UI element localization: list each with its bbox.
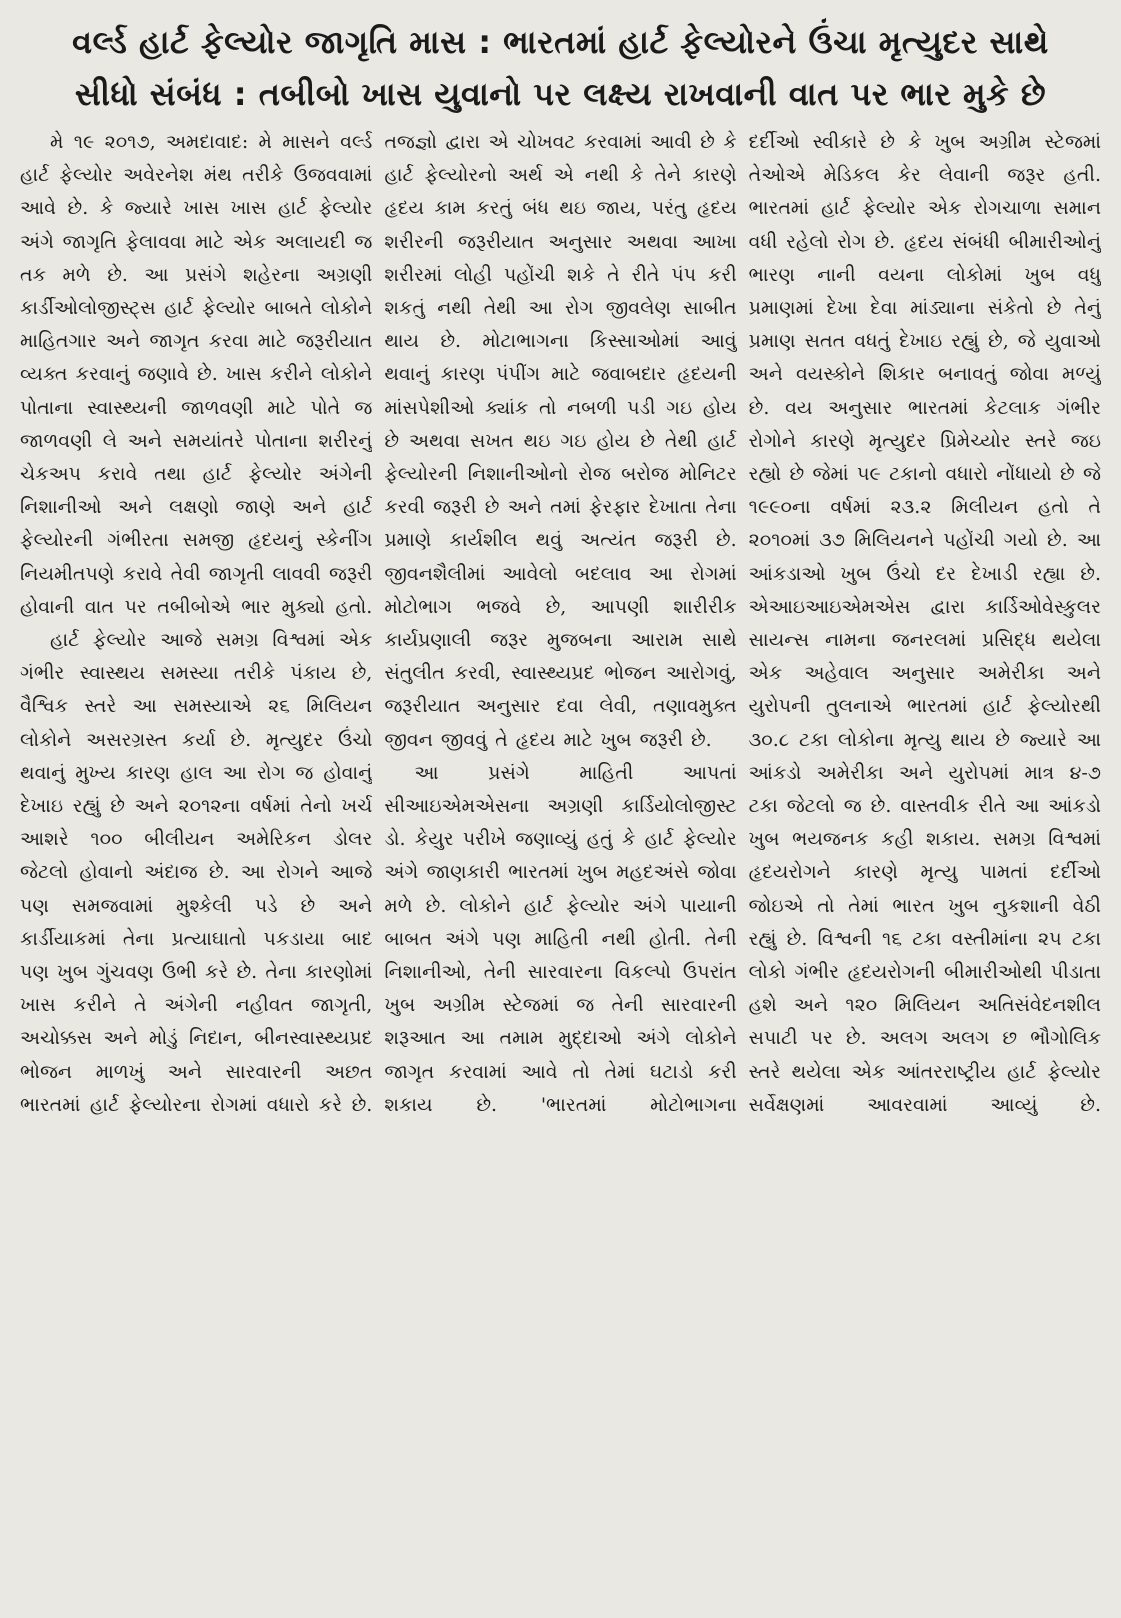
- article-column-3: [749, 126, 1101, 1122]
- article-paragraph: દર્દીઓ સ્વીકારે છે કે ખુબ અગ્રીમ સ્ટેજમાં તેઓએ મેડિકલ કેર લેવાની જરૂર હતી. ભારતમાં હાર્ટ ફેલ્યોર એક રોગચાળા સમાન વધી રહેલો રોગ છે. હૃદય સંબંધી બીમારીઓનું ભારણ નાની વયના લોકોમાં ખુબ વધુ પ્રમાણમાં દેખા દેવા માંડ્યાના સંકેતો છે તેનું પ્રમાણ સતત વધતું દેખાઇ રહ્યું છે, જે યુવાઓ અને વયસ્કોને શિકાર બનાવતું જોવા મળ્યું છે. વય અનુસાર ભારતમાં કેટલાક ગંભીર રોગોને કારણે મૃત્યુદર પ્રિમેચ્યોર સ્તરે જઇ રહ્યો છે જેમાં ૫૯ ટકાનો વધારો નોંધાયો છે જે ૧૯૯૦ના વર્ષમાં ૨૩.૨ મિલીયન હતો તે ૨૦૧૦માં ૩૭ મિલિયનને પહોંચી ગયો છે. આ આંકડાઓ ખુબ ઉંચો દર દેખાડી રહ્યા છે. એઆઇઆઇએમએસ દ્વારા કાર્ડિઓવેસ્કુલર સાયન્સ નામના જનરલમાં પ્રસિદ્ધ થયેલા એક અહેવાલ અનુસાર અમેરીકા અને યુરોપની તુલનાએ ભારતમાં હાર્ટ ફેલ્યોરથી ૩૦.૮ ટકા લોકોના મૃત્યુ થાય છે જ્યારે આ આંકડો અમેરીકા અને યુરોપમાં માત્ર ૪-૭ ટકા જેટલો જ છે. વાસ્તવીક રીતે આ આંકડો ખુબ ભયજનક કહી શકાય. સમગ્ર વિશ્વમાં હૃદયરોગને કારણે મૃત્યુ પામતાં દર્દીઓ જોઇએ તો તેમાં ભારત ખુબ નુકશાની વેઠી રહ્યું છે. વિશ્વની ૧૬ ટકા વસ્તીમાંના ૨૫ ટકા લોકો ગંભીર હૃદયરોગની બીમારીઓથી પીડાતા હશે અને ૧૨૦ મિલિયન અતિસંવેદનશીલ સપાટી પર છે. અલગ અલગ છ ભૌગોલિક સ્તરે થયેલા એક આંતરરાષ્ટ્રીય હાર્ટ ફેલ્યોર સર્વેક્ષણમાં આવરવામાં આવ્યું છે.: [748, 131, 1101, 1116]
- article-column-1: [20, 126, 372, 1122]
- headline: [20, 16, 1101, 120]
- article-paragraph: તજજ્ઞો દ્વારા એ ચોખવટ કરવામાં આવી છે કે હાર્ટ ફેલ્યોરનો અર્થ એ નથી કે તેને કારણે હૃદય કામ કરતું બંધ થઇ જાય, પરંતુ હૃદય શરીરની જરૂરીયાત અનુસાર અથવા આખા શરીરમાં લોહી પહોંચી શકે તે રીતે પંપ કરી શકતું નથી તેથી આ રોગ જીવલેણ સાબીત થાય છે. મોટાભાગના કિસ્સાઓમાં આવું થવાનું કારણ પંપીંગ માટે જવાબદાર હૃદયની માંસપેશીઓ ક્યાંક તો નબળી પડી ગઇ હોય છે અથવા સખત થઇ ગઇ હોય છે તેથી હાર્ટ ફેલ્યોરની નિશાનીઓનો રોજ બરોજ મોનિટર કરવી જરૂરી છે અને તમાં ફેરફાર દેખાતા તેના પ્રમાણે કાર્યશીલ થવું અત્યંત જરૂરી છે. જીવનશૈલીમાં આવેલો બદલાવ આ રોગમાં મોટોભાગ ભજવે છે, આપણી શારીરીક કાર્યપ્રણાલી જરૂર મુજબના આરામ સાથે સંતુલીત કરવી, સ્વાસ્થ્યપ્રદ ભોજન આરોગવું, જરૂરીયાત અનુસાર દવા લેવી, તણાવમુક્ત જીવન જીવવું તે હૃદય માટે ખુબ જરૂરી છે.: [384, 131, 737, 751]
- article-column-2: [384, 126, 736, 1122]
- article-body: [20, 126, 1101, 1122]
- headline-line-1: વર્લ્ડ હાર્ટ ફેલ્યોર જાગૃતિ માસ : ભારતમાં હાર્ટ ફેલ્યોરને ઉંચા મૃત્યુદર સાથે: [72, 23, 1049, 61]
- article-paragraph: મે ૧૯ ૨૦૧૭, અમદાવાદ: મે માસને વર્લ્ડ હાર્ટ ફેલ્યોર અવેરનેશ મંથ તરીકે ઉજવવામાં આવે છે. કે જ્યારે ખાસ ખાસ હાર્ટ ફેલ્યોર અંગે જાગૃતિ ફેલાવવા માટે એક અલાયદી જ તક મળે છે. આ પ્રસંગે શહેરના અગ્રણી કાર્ડીઓલોજીસ્ટ્સ હાર્ટ ફેલ્યોર બાબતે લોકોને માહિતગાર અને જાગૃત કરવા માટે જરૂરીયાત વ્યક્ત કરવાનું જણાવે છે. ખાસ કરીને લોકોને પોતાના સ્વાસ્થ્યની જાળવણી માટે પોતે જ જાળવણી લે અને સમયાંતરે પોતાના શરીરનું ચેકઅપ કરાવે તથા હાર્ટ ફેલ્યોર અંગેની નિશાનીઓ અને લક્ષણો જાણે અને હાર્ટ ફેલ્યોરની ગંભીરતા સમજી હૃદયનું સ્કેનીંગ નિયમીતપણે કરાવે તેવી જાગૃતી લાવવી જરૂરી હોવાની વાત પર તબીબોએ ભાર મુક્યો હતો.: [20, 131, 373, 618]
- headline-line-2: સીધો સંબંધ : તબીબો ખાસ યુવાનો પર લક્ષ્ય રાખવાની વાત પર ભાર મુકે છે: [74, 75, 1047, 113]
- article-paragraph: આ પ્રસંગે માહિતી આપતાં સીઆઇએમએસના અગ્રણી કાર્ડિયોલોજીસ્ટ ડો. કેયુર પરીખે જણાવ્યું હતું કે હાર્ટ ફેલ્યોર અંગે જાણકારી ભારતમાં ખુબ મહદઅંસે જોવા મળે છે. લોકોને હાર્ટ ફેલ્યોર અંગે પાયાની બાબત અંગે પણ માહિતી નથી હોતી. તેની નિશાનીઓ, તેની સારવારના વિકલ્પો ઉપરાંત ખુબ અગ્રીમ સ્ટેજમાં જ તેની સારવારની શરૂઆત આ તમામ મુદ્દાઓ અંગે લોકોને જાગૃત કરવામાં આવે તો તેમાં ઘટાડો કરી શકાય છે. 'ભારતમાં મોટોભાગના: [384, 761, 737, 1116]
- article-paragraph: હાર્ટ ફેલ્યોર આજે સમગ્ર વિશ્વમાં એક ગંભીર સ્વાસ્થય સમસ્યા તરીકે પંકાય છે, વૈશ્વિક સ્તરે આ સમસ્યાએ ૨૬ મિલિયન લોકોને અસરગ્રસ્ત કર્યા છે. મૃત્યુદર ઉંચો થવાનું મુખ્ય કારણ હાલ આ રોગ જ હોવાનું દેખાઇ રહ્યું છે અને ૨૦૧૨ના વર્ષમાં તેનો ખર્ચ આશરે ૧૦૦ બીલીયન અમેરિકન ડોલર જેટલો હોવાનો અંદાજ છે. આ રોગને આજે પણ સમજવામાં મુશ્કેલી પડે છે અને કાર્ડીયાકમાં તેના પ્રત્યાઘાતો પકડાયા બાદ પણ ખુબ ગુંચવણ ઉભી કરે છે. તેના કારણોમાં ખાસ કરીને તે અંગેની નહીવત જાગૃતી, અચોક્કસ અને મોડું નિદાન, બીનસ્વાસ્થ્યપ્રદ ભોજન માળખું અને સારવારની અછત ભારતમાં હાર્ટ ફેલ્યોરના રોગમાં વધારો કરે છે.: [20, 629, 373, 1116]
